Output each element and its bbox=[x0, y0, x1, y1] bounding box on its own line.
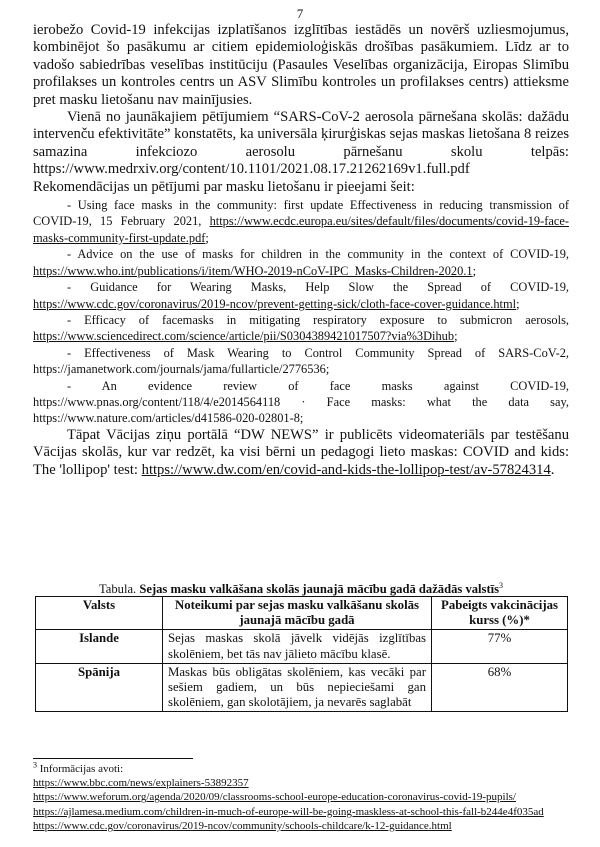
reference-text: - Effectiveness of Mask Wearing to Control Community Spread of SARS-CoV-2, bbox=[67, 345, 569, 360]
reference-item: - Advice on the use of masks for children in the community in the context of COVID-19, https://www.who.int/publications/i/item/WHO-2019-nCoV-IPC_Masks-Children-2020.1; bbox=[33, 247, 569, 278]
cell-country: Spānija bbox=[36, 663, 163, 712]
reference-link[interactable]: https://www.who.int/publications/i/item/WHO-2019-nCoV-IPC_Masks-Children-2020.1 bbox=[33, 263, 473, 278]
table-caption-title: Sejas masku valkāšana skolās jaunajā mācību gadā dažādās valstīs bbox=[139, 582, 500, 596]
footnote-link[interactable]: https://www.bbc.com/news/explainers-53892357 bbox=[33, 777, 249, 790]
reference-link[interactable]: https://jamanetwork.com/journals/jama/fullarticle/2776536 bbox=[33, 362, 326, 377]
footnote-marker: 3 bbox=[499, 580, 504, 590]
header-rules: Noteikumi par sejas masku valkāšanu skolās jaunajā mācību gadā bbox=[163, 597, 432, 630]
reference-text: - Efficacy of facemasks in mitigating respiratory exposure to submicron aerosols, bbox=[67, 312, 569, 327]
cell-rule: Maskas būs obligātas skolēniem, kas vecāki par sešiem gadiem, un būs nepieciešami gan skolēniem, gan skolotājiem, ja nevarēs saglabāt bbox=[163, 663, 432, 712]
cell-percent: 77% bbox=[432, 630, 568, 663]
dw-paragraph: Tāpat Vācijas ziņu portālā “DW NEWS” ir publicēts videomateriāls par testēšanu Vācijas skolās, kur var redzēt, ka visi bērni un pedagogi lieto maskas: COVID and kids: The 'lollipop' test: https://www.dw.com/en/covid-and-kids-the-lollipop-test/av-57824314. bbox=[33, 426, 569, 478]
reference-text: - Using face masks in the community: first update Effectiveness in reducing transmission of COVID-19, 15 February 2021, bbox=[33, 198, 569, 229]
reference-item: - Effectiveness of Mask Wearing to Control Community Spread of SARS-CoV-2, https://jamanetwork.com/journals/jama/fullarticle/2776536; bbox=[33, 345, 569, 377]
cell-country: Islande bbox=[36, 630, 163, 663]
reference-link[interactable]: https://www.cdc.gov/coronavirus/2019-ncov/prevent-getting-sick/cloth-face-cover-guidance.html bbox=[33, 296, 517, 311]
paragraph-3: Rekomendācijas un pētījumi par masku lietošanu ir pieejami šeit: bbox=[33, 178, 415, 195]
footnote-link[interactable]: https://ajlamesa.medium.com/children-in-much-of-europe-will-be-going-maskless-at-school-this-fall-b244e4f035ad bbox=[33, 805, 544, 818]
header-vaccination: Pabeigts vakcinācijas kurss (%)* bbox=[432, 597, 568, 630]
table-row bbox=[36, 663, 568, 712]
table-header-row bbox=[36, 597, 568, 630]
main-text bbox=[33, 22, 569, 479]
table-caption: Tabula. Sejas masku valkāšana skolās jaunajā mācību gadā dažādās valstīs$^3$ bbox=[98, 580, 504, 596]
reference-list bbox=[33, 197, 569, 427]
reference-link[interactable]: https://www.ecdc.europa.eu/sites/default/files/documents/covid-19-face-masks-community-first-update.pdf bbox=[33, 214, 569, 245]
table-row bbox=[36, 630, 568, 663]
footnote bbox=[33, 762, 573, 833]
dw-video-link[interactable]: https://www.dw.com/en/covid-and-kids-the-lollipop-test/av-57824314 bbox=[141, 461, 551, 478]
paragraph-2 bbox=[33, 109, 569, 179]
reference-text: - An evidence review of face masks against COVID-19, https://www.pnas.org/content/118/4/e2014564118 · Face masks: what the data say, https://www.nature.com/articles/d41586-020-02801-8; bbox=[33, 378, 569, 426]
footnote-title: $^3$ Informācijas avoti: bbox=[33, 760, 124, 775]
reference-text: - Guidance for Wearing Masks, Help Slow the Spread of COVID-19, bbox=[67, 280, 569, 295]
reference-item bbox=[33, 378, 569, 427]
dw-paragraph-text: Tāpat Vācijas ziņu portālā “DW NEWS” ir publicēts videomateriāls par testēšanu Vācijas skolās, kur var redzēt, ka visi bērni un pedagogi lieto maskas: COVID and kids: The 'lollipop' test: bbox=[33, 426, 569, 478]
footnote-divider bbox=[33, 758, 193, 759]
footnote-link[interactable]: https://www.cdc.gov/coronavirus/2019-ncov/community/schools-childcare/k-12-guidance.html bbox=[33, 819, 452, 832]
reference-link[interactable]: https://www.sciencedirect.com/science/article/pii/S0304389421017507?via%3Dihub bbox=[33, 329, 455, 344]
study-link[interactable]: https://www.medrxiv.org/content/10.1101/2021.08.17.21262169v1.full.pdf bbox=[33, 161, 470, 178]
page-number: 7 bbox=[296, 6, 304, 21]
cell-rule: Sejas maskas skolā jāvelk vidējās izglītības skolēniem, bet tās nav jālieto mācību klasē. bbox=[163, 630, 432, 663]
paragraph-2-text: Vienā no jaunākajiem pētījumiem “SARS-CoV-2 aerosola pārnešana skolās: dažādu intervenču efektivitāte” konstatēts, ka universāla ķirurģiskas sejas maskas lietošana 8 reizes samazina infekciozo aerosolu pārnešanu skolu telpās: bbox=[33, 109, 569, 160]
reference-item: - Efficacy of facemasks in mitigating respiratory exposure to submicron aerosols, https://www.sciencedirect.com/science/article/pii/S0304389421017507?via%3Dihub; bbox=[33, 312, 569, 344]
reference-text: - Advice on the use of masks for children in the community in the context of COVID-19, bbox=[67, 247, 569, 262]
header-country: Valsts bbox=[36, 597, 163, 630]
mask-rules-table bbox=[35, 596, 568, 712]
paragraph-1: ierobežo Covid-19 infekcijas izplatīšanos izglītības iestādēs un novērš uzliesmojumus, kombinējot šo pasākumu ar citiem epidemioloģiskās drošības pasākumiem. Līdz ar to vadošo sabiedrības veselības institūciju (Pasaules Veselības organizācija, Eiropas Slimību profilakses un kontroles centrs un ASV Slimību kontroles un profilakses centrs) attieksme pret masku lietošanu nav mainījusies. bbox=[33, 22, 569, 108]
reference-item: - Guidance for Wearing Masks, Help Slow the Spread of COVID-19, https://www.cdc.gov/coronavirus/2019-ncov/prevent-getting-sick/cloth-face-cover-guidance.html; bbox=[33, 280, 569, 311]
cell-percent: 68% bbox=[432, 663, 568, 712]
footnote-link[interactable]: https://www.weforum.org/agenda/2020/09/classrooms-school-europe-education-coronavirus-covid-19-pupils/ bbox=[33, 791, 516, 804]
reference-item: - Using face masks in the community: first update Effectiveness in reducing transmission of COVID-19, 15 February 2021, https://www.ecdc.europa.eu/sites/default/files/documents/covid-19-face-masks-community-first-update.pdf; bbox=[33, 198, 569, 245]
